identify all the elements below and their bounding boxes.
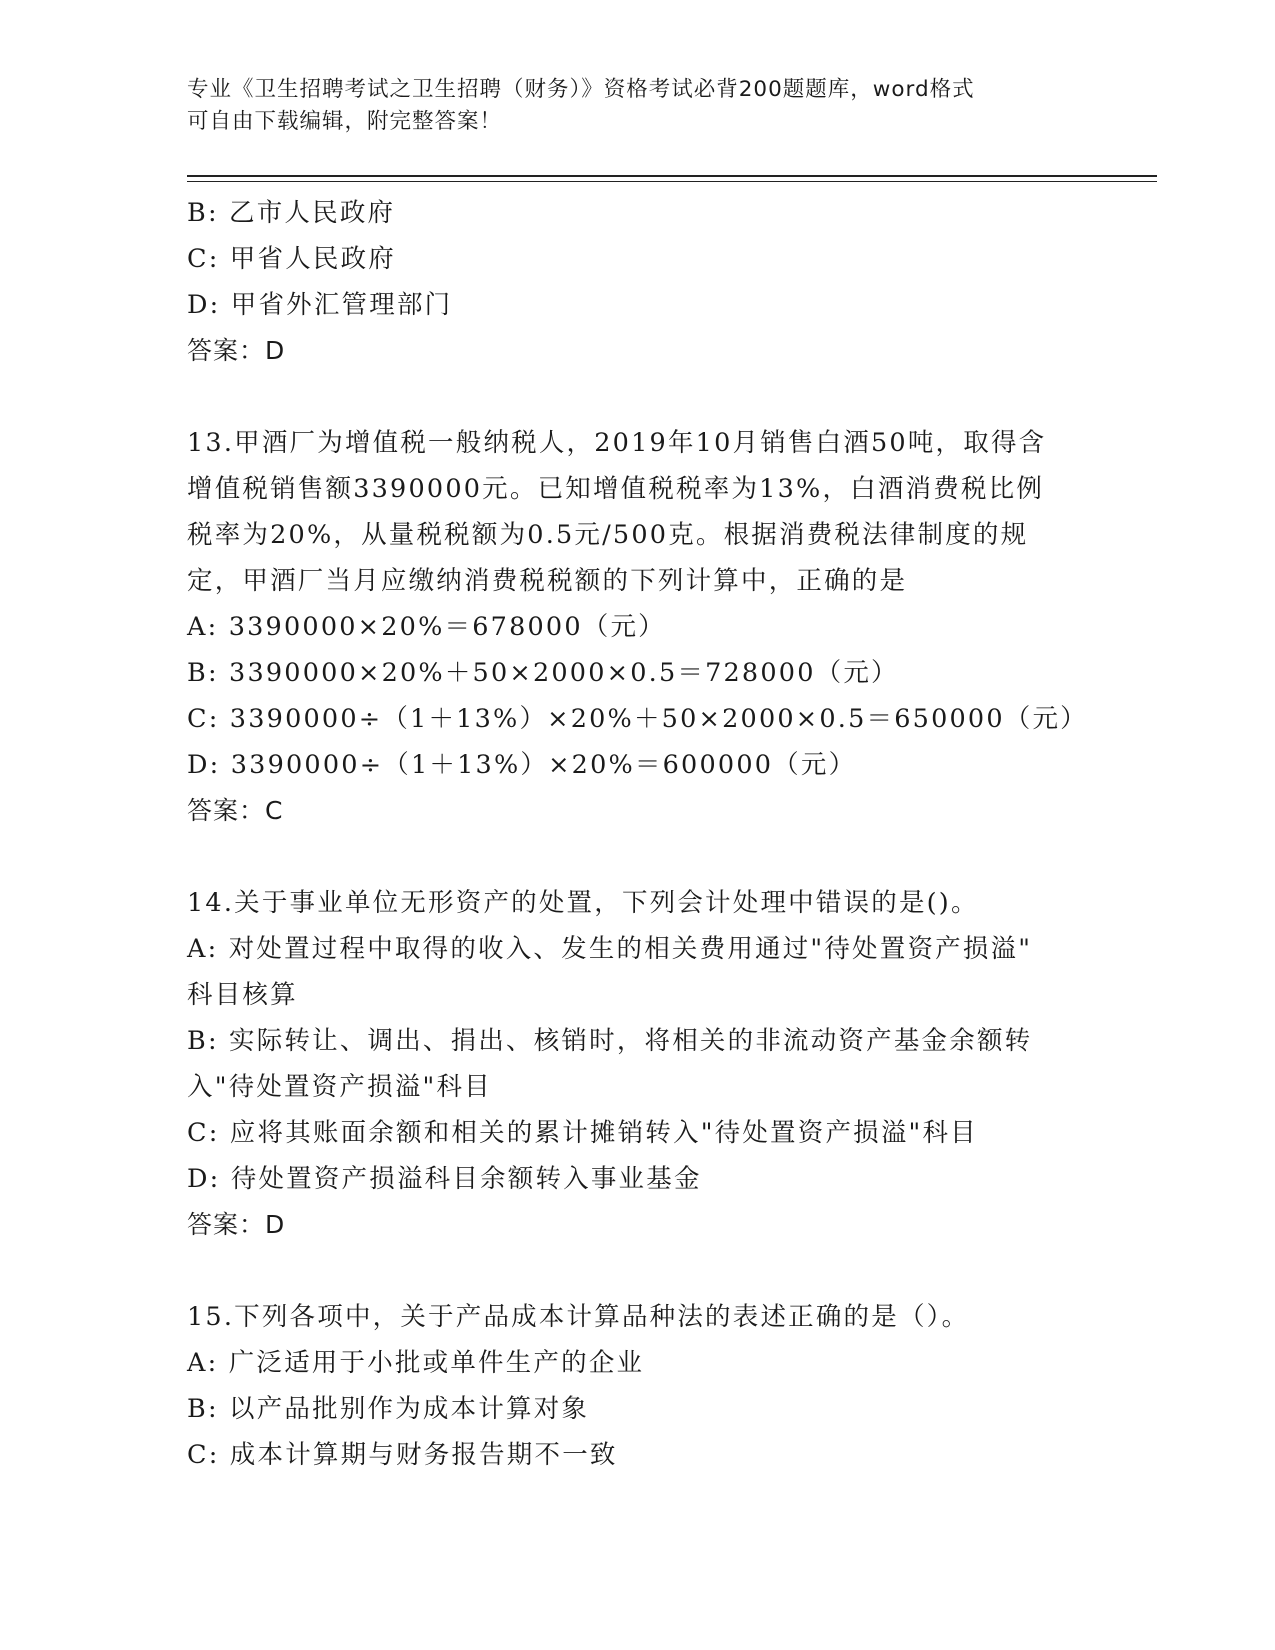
option-b: B: 3390000×20%＋50×2000×0.5＝728000（元）	[187, 658, 899, 688]
option-d: D: 甲省外汇管理部门	[187, 290, 453, 320]
question-15	[187, 1294, 1087, 1478]
option-a: A: 广泛适用于小批或单件生产的企业	[187, 1348, 645, 1378]
option-c: C: 甲省人民政府	[187, 244, 397, 274]
question-12	[187, 190, 1087, 374]
question-list	[187, 190, 1087, 1478]
question-stem-line: 13.甲酒厂为增值税一般纳税人，2019年10月销售白酒50吨，取得含	[187, 428, 1047, 458]
question-stem-line: 税率为20%，从量税税额为0.5元/500克。根据消费税法律制度的规	[187, 520, 1029, 550]
question-stem-line: 增值税销售额3390000元。已知增值税税率为13%，白酒消费税比例	[187, 474, 1045, 504]
header-title-line-1: 专业《卫生招聘考试之卫生招聘（财务）》资格考试必背200题题库，word格式	[187, 77, 975, 102]
question-stem-line: 定，甲酒厂当月应缴纳消费税税额的下列计算中，正确的是	[187, 566, 908, 596]
option-b-continued: 入"待处置资产损溢"科目	[187, 1072, 492, 1102]
option-b: B: 乙市人民政府	[187, 198, 396, 228]
answer: 答案：D	[187, 336, 286, 365]
header-title-line-2: 可自由下载编辑，附完整答案！	[187, 109, 503, 134]
option-d: D: 3390000÷（1＋13%）×20%＝600000（元）	[187, 750, 857, 780]
option-b: B: 实际转让、调出、捐出、核销时，将相关的非流动资产基金余额转	[187, 1026, 1033, 1056]
option-a: A: 3390000×20%＝678000（元）	[187, 612, 666, 642]
question-13	[187, 420, 1087, 834]
answer: 答案：C	[187, 796, 284, 825]
option-c: C: 3390000÷（1＋13%）×20%＋50×2000×0.5＝650000（元）	[187, 704, 1088, 734]
option-a-continued: 科目核算	[187, 980, 298, 1010]
question-stem-line: 15.下列各项中，关于产品成本计算品种法的表述正确的是（）。	[187, 1302, 970, 1332]
option-c: C: 成本计算期与财务报告期不一致	[187, 1440, 618, 1470]
header-divider-thick	[187, 175, 1157, 177]
spacer	[187, 834, 1087, 880]
spacer	[187, 374, 1087, 420]
option-a: A: 对处置过程中取得的收入、发生的相关费用通过"待处置资产损溢"	[187, 934, 1033, 964]
answer: 答案：D	[187, 1210, 286, 1239]
header-divider-thin	[187, 181, 1157, 182]
question-14	[187, 880, 1087, 1248]
option-b: B: 以产品批别作为成本计算对象	[187, 1394, 590, 1424]
option-c: C: 应将其账面余额和相关的累计摊销转入"待处置资产损溢"科目	[187, 1118, 978, 1148]
spacer	[187, 1248, 1087, 1294]
document-header	[187, 74, 1067, 138]
option-d: D: 待处置资产损溢科目余额转入事业基金	[187, 1164, 702, 1194]
question-stem-line: 14.关于事业单位无形资产的处置，下列会计处理中错误的是()。	[187, 888, 979, 918]
